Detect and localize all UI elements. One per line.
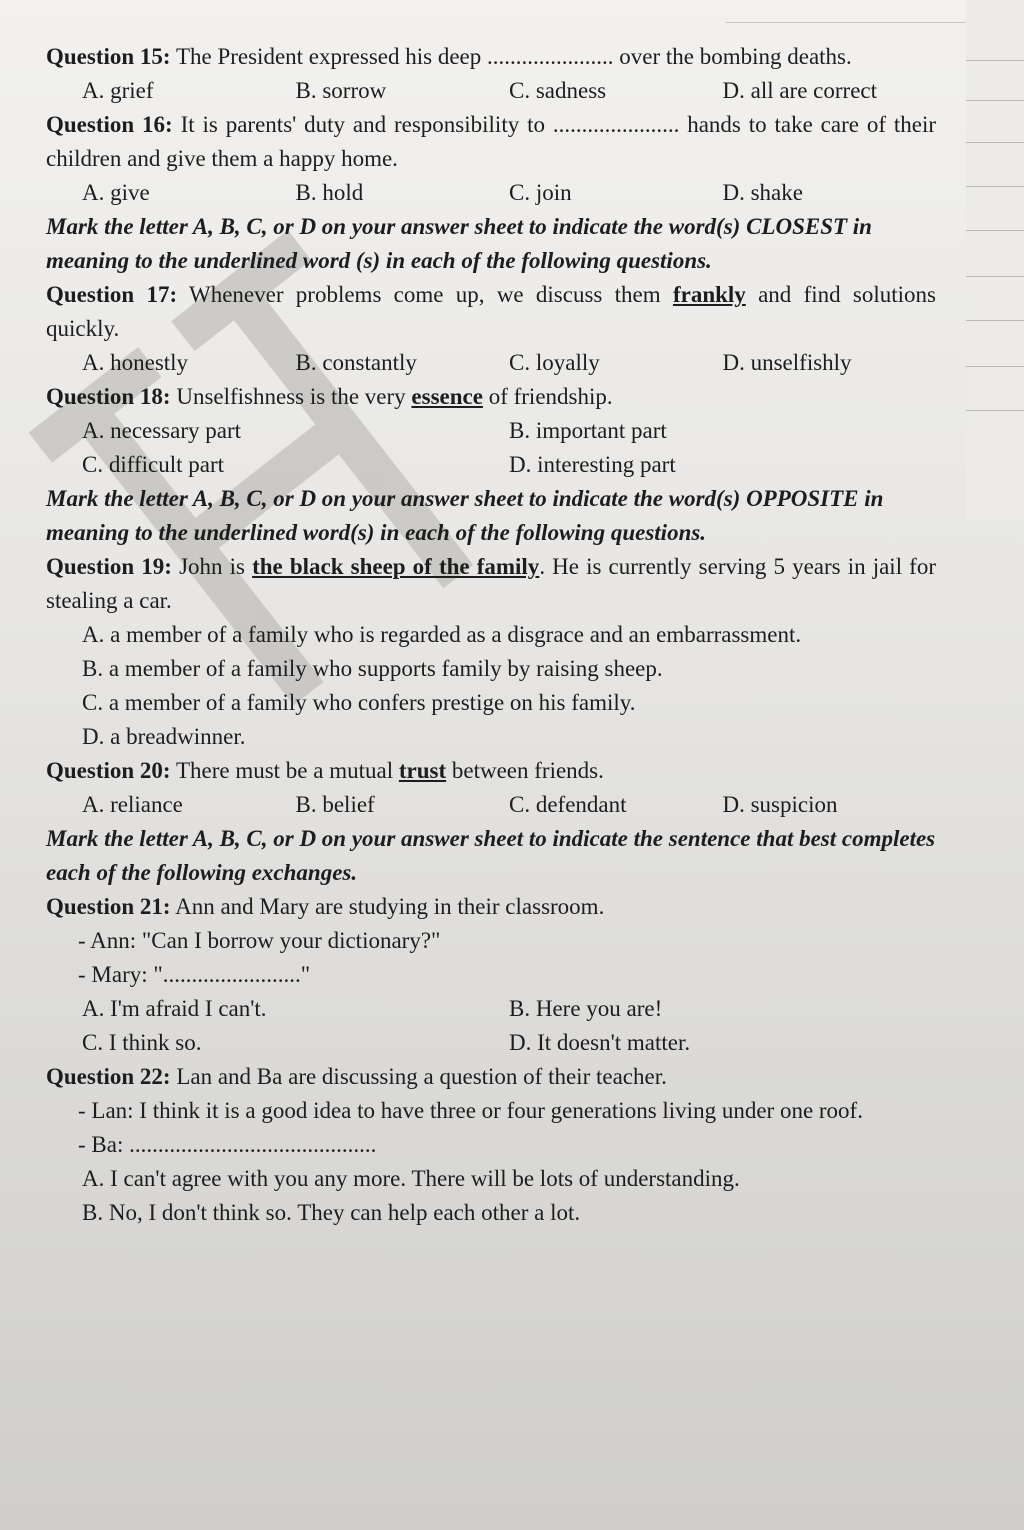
option-a: A. reliance xyxy=(82,792,183,817)
question-text: It is parents' duty and responsibility to xyxy=(180,112,545,137)
option-b: B. No, I don't think so. They can help each other a lot. xyxy=(82,1200,581,1225)
question-label: Question 18: xyxy=(46,384,171,409)
question-text: Ann and Mary are studying in their classroom. xyxy=(175,894,605,919)
question-text: There must be a mutual xyxy=(175,758,394,783)
question-text: and find solutions quickly. xyxy=(46,282,936,341)
option-d: D. unselfishly xyxy=(722,350,852,375)
dialogue-line-ba: - Ba: ........................................... xyxy=(78,1132,377,1157)
notebook-line xyxy=(966,230,1024,231)
option-d: D. all are correct xyxy=(722,78,878,103)
question-text: Lan and Ba are discussing a question of their teacher. xyxy=(176,1064,667,1089)
section-instruction: Mark the letter A, B, C, or D on your answer sheet to indicate the word(s) OPPOSITE in meaning to the underlined word(s) in each of the following questions. xyxy=(46,486,884,545)
option-b: B. a member of a family who supports family by raising sheep. xyxy=(82,656,663,681)
notebook-line xyxy=(966,142,1024,143)
options-grid xyxy=(82,414,936,482)
underlined-phrase: the black sheep of the family xyxy=(252,554,540,579)
options-grid xyxy=(82,992,936,1060)
option-b: B. belief xyxy=(295,792,375,817)
notebook-line xyxy=(966,320,1024,321)
question-19 xyxy=(46,550,936,618)
option-a: A. grief xyxy=(82,78,154,103)
notebook-line xyxy=(966,186,1024,187)
answer-blank: ...................... xyxy=(552,112,680,137)
option-c: C. a member of a family who confers prestige on his family. xyxy=(82,690,636,715)
dialogue-line-mary: - Mary: "........................" xyxy=(78,962,311,987)
underlined-word: trust xyxy=(398,758,447,783)
option-b: B. sorrow xyxy=(295,78,387,103)
question-text: of friendship. xyxy=(488,384,613,409)
option-b: B. important part xyxy=(509,418,667,443)
question-label: Question 19: xyxy=(46,554,172,579)
section-instruction: Mark the letter A, B, C, or D on your answer sheet to indicate the sentence that best completes each of the following exchanges. xyxy=(46,826,936,885)
question-16 xyxy=(46,108,936,176)
option-a: A. necessary part xyxy=(82,418,242,443)
question-label: Question 22: xyxy=(46,1064,171,1089)
question-18 xyxy=(46,380,936,414)
section-instruction: Mark the letter A, B, C, or D on your answer sheet to indicate the word(s) CLOSEST in meaning to the underlined word (s) in each of the following questions. xyxy=(46,214,872,273)
notebook-edge xyxy=(966,0,1024,520)
option-c: C. loyally xyxy=(509,350,600,375)
options-row xyxy=(82,74,936,108)
question-label: Question 21: xyxy=(46,894,171,919)
notebook-line xyxy=(966,100,1024,101)
question-text: Unselfishness is the very xyxy=(176,384,406,409)
question-21 xyxy=(46,890,936,924)
option-d: D. It doesn't matter. xyxy=(509,1030,691,1055)
option-a: A. I can't agree with you any more. There will be lots of understanding. xyxy=(82,1166,740,1191)
question-20 xyxy=(46,754,936,788)
question-text: John is xyxy=(179,554,245,579)
option-b: B. hold xyxy=(295,180,364,205)
option-d: D. interesting part xyxy=(509,452,676,477)
option-a: A. give xyxy=(82,180,150,205)
option-a: A. I'm afraid I can't. xyxy=(82,996,267,1021)
question-text: Whenever problems come up, we discuss them xyxy=(189,282,661,307)
question-label: Question 17: xyxy=(46,282,178,307)
question-content xyxy=(46,40,936,1230)
question-label: Question 16: xyxy=(46,112,173,137)
question-label: Question 20: xyxy=(46,758,171,783)
option-a: A. a member of a family who is regarded as a disgrace and an embarrassment. xyxy=(82,622,802,647)
question-text: hands to take care of their children and give them a happy home. xyxy=(46,112,937,171)
underlined-word: essence xyxy=(411,384,483,409)
option-c: C. sadness xyxy=(509,78,607,103)
dialogue-line-ann: - Ann: "Can I borrow your dictionary?" xyxy=(78,928,441,953)
dialogue-line-lan: - Lan: I think it is a good idea to have three or four generations living under one roof. xyxy=(78,1098,863,1123)
option-b: B. Here you are! xyxy=(509,996,663,1021)
question-text: over the bombing deaths. xyxy=(619,44,852,69)
question-22 xyxy=(46,1060,936,1094)
question-text: between friends. xyxy=(451,758,604,783)
question-15 xyxy=(46,40,936,74)
option-d: D. shake xyxy=(722,180,803,205)
option-c: C. I think so. xyxy=(82,1030,202,1055)
question-label: Question 15: xyxy=(46,44,171,69)
question-text: The President expressed his deep xyxy=(175,44,482,69)
option-c: C. difficult part xyxy=(82,452,225,477)
answer-blank: ...................... xyxy=(487,44,614,69)
question-17 xyxy=(46,278,936,346)
question-text: . He is currently serving 5 years in jail for stealing a car. xyxy=(46,554,937,613)
option-a: A. honestly xyxy=(82,350,189,375)
page-edge-line xyxy=(726,22,966,23)
notebook-line xyxy=(966,60,1024,61)
option-c: C. defendant xyxy=(509,792,627,817)
notebook-line xyxy=(966,366,1024,367)
option-d: D. suspicion xyxy=(722,792,838,817)
notebook-line xyxy=(966,276,1024,277)
underlined-word: frankly xyxy=(672,282,746,307)
option-d: D. a breadwinner. xyxy=(82,724,246,749)
options-row xyxy=(82,788,936,822)
options-row xyxy=(82,346,936,380)
notebook-line xyxy=(966,410,1024,411)
option-c: C. join xyxy=(509,180,572,205)
options-row xyxy=(82,176,936,210)
option-b: B. constantly xyxy=(295,350,417,375)
